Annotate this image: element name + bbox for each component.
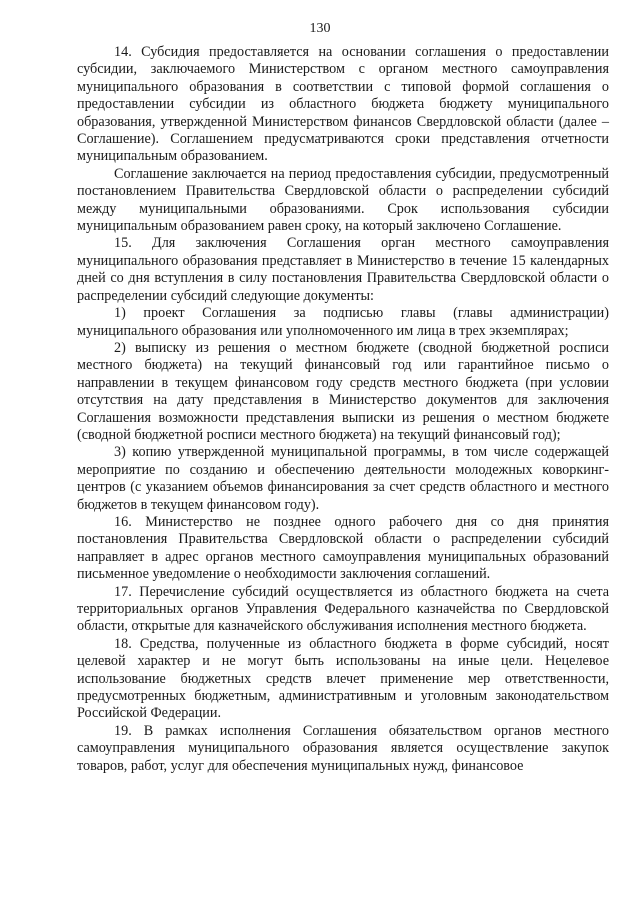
paragraph-15: 15. Для заключения Соглашения орган местного самоуправления муниципального образования представляет в Министерство в течение 15 календарных дней со дня вступления в силу постановления Правительства Свердловской области о распределении субсидий следующие документы: [77,235,609,304]
paragraph-19: 19. В рамках исполнения Соглашения обязательством органов местного самоуправления муниципального образования является осуществление закупок товаров, работ, услуг для обеспечения муниципальных нужд, финансовое [77,722,609,774]
body-text [77,44,609,775]
list-item-1: 1) проект Соглашения за подписью главы (главы администрации) муниципального образования или уполномоченного им лица в трех экземплярах; [77,305,609,339]
paragraph-14: 14. Субсидия предоставляется на основании соглашения о предоставлении субсидии, заключаемого Министерством с органом местного самоуправления муниципального образования в соответствии с типовой формой соглашения о предоставлении субсидии из областного бюджета бюджету муниципального образования, утвержденной Министерством финансов Свердловской области (далее – Соглашение). Соглашением предусматриваются сроки представления отчетности муниципальным образованием. [77,44,609,165]
page-number: 130 [309,21,331,36]
list-item-2: 2) выписку из решения о местном бюджете (сводной бюджетной росписи местного бюджета) на текущий финансовый год или гарантийное письмо о направлении в текущем финансовом году средств местного бюджета (при условии отсутствия на дату представления в Министерство документов для заключения Соглашения возможности представления выписки из решения о местном бюджете (сводной бюджетной росписи местного бюджета) на текущий финансовый год); [77,339,609,443]
paragraph-14-continued: Соглашение заключается на период предоставления субсидии, предусмотренный постановлением Правительства Свердловской области о распределении субсидий между муниципальными образованиями. Срок использования субсидии муниципальным образованием равен сроку, на который заключено Соглашение. [77,165,609,235]
paragraph-17: 17. Перечисление субсидий осуществляется из областного бюджета на счета территориальных органов Управления Федерального казначейства по Свердловской области, открытые для казначейского обслуживания исполнения местного бюджета. [77,583,609,635]
paragraph-18: 18. Средства, полученные из областного бюджета в форме субсидий, носят целевой характер и не могут быть использованы на иные цели. Нецелевое использование бюджетных средств влечет применение мер ответственности, предусмотренных бюджетным, административным и уголовным законодательством Российской Федерации. [77,635,609,722]
paragraph-16: 16. Министерство не позднее одного рабочего дня со дня принятия постановления Правительства Свердловской области о распределении субсидий направляет в адрес органов местного самоуправления муниципальных образований письменное уведомление о необходимости заключения соглашений. [77,513,609,583]
list-item-3: 3) копию утвержденной муниципальной программы, в том числе содержащей мероприятие по созданию и обеспечению деятельности молодежных коворкинг-центров (с указанием объемов финансирования за счет средств областного и местного бюджетов в текущем финансовом году). [77,444,609,513]
